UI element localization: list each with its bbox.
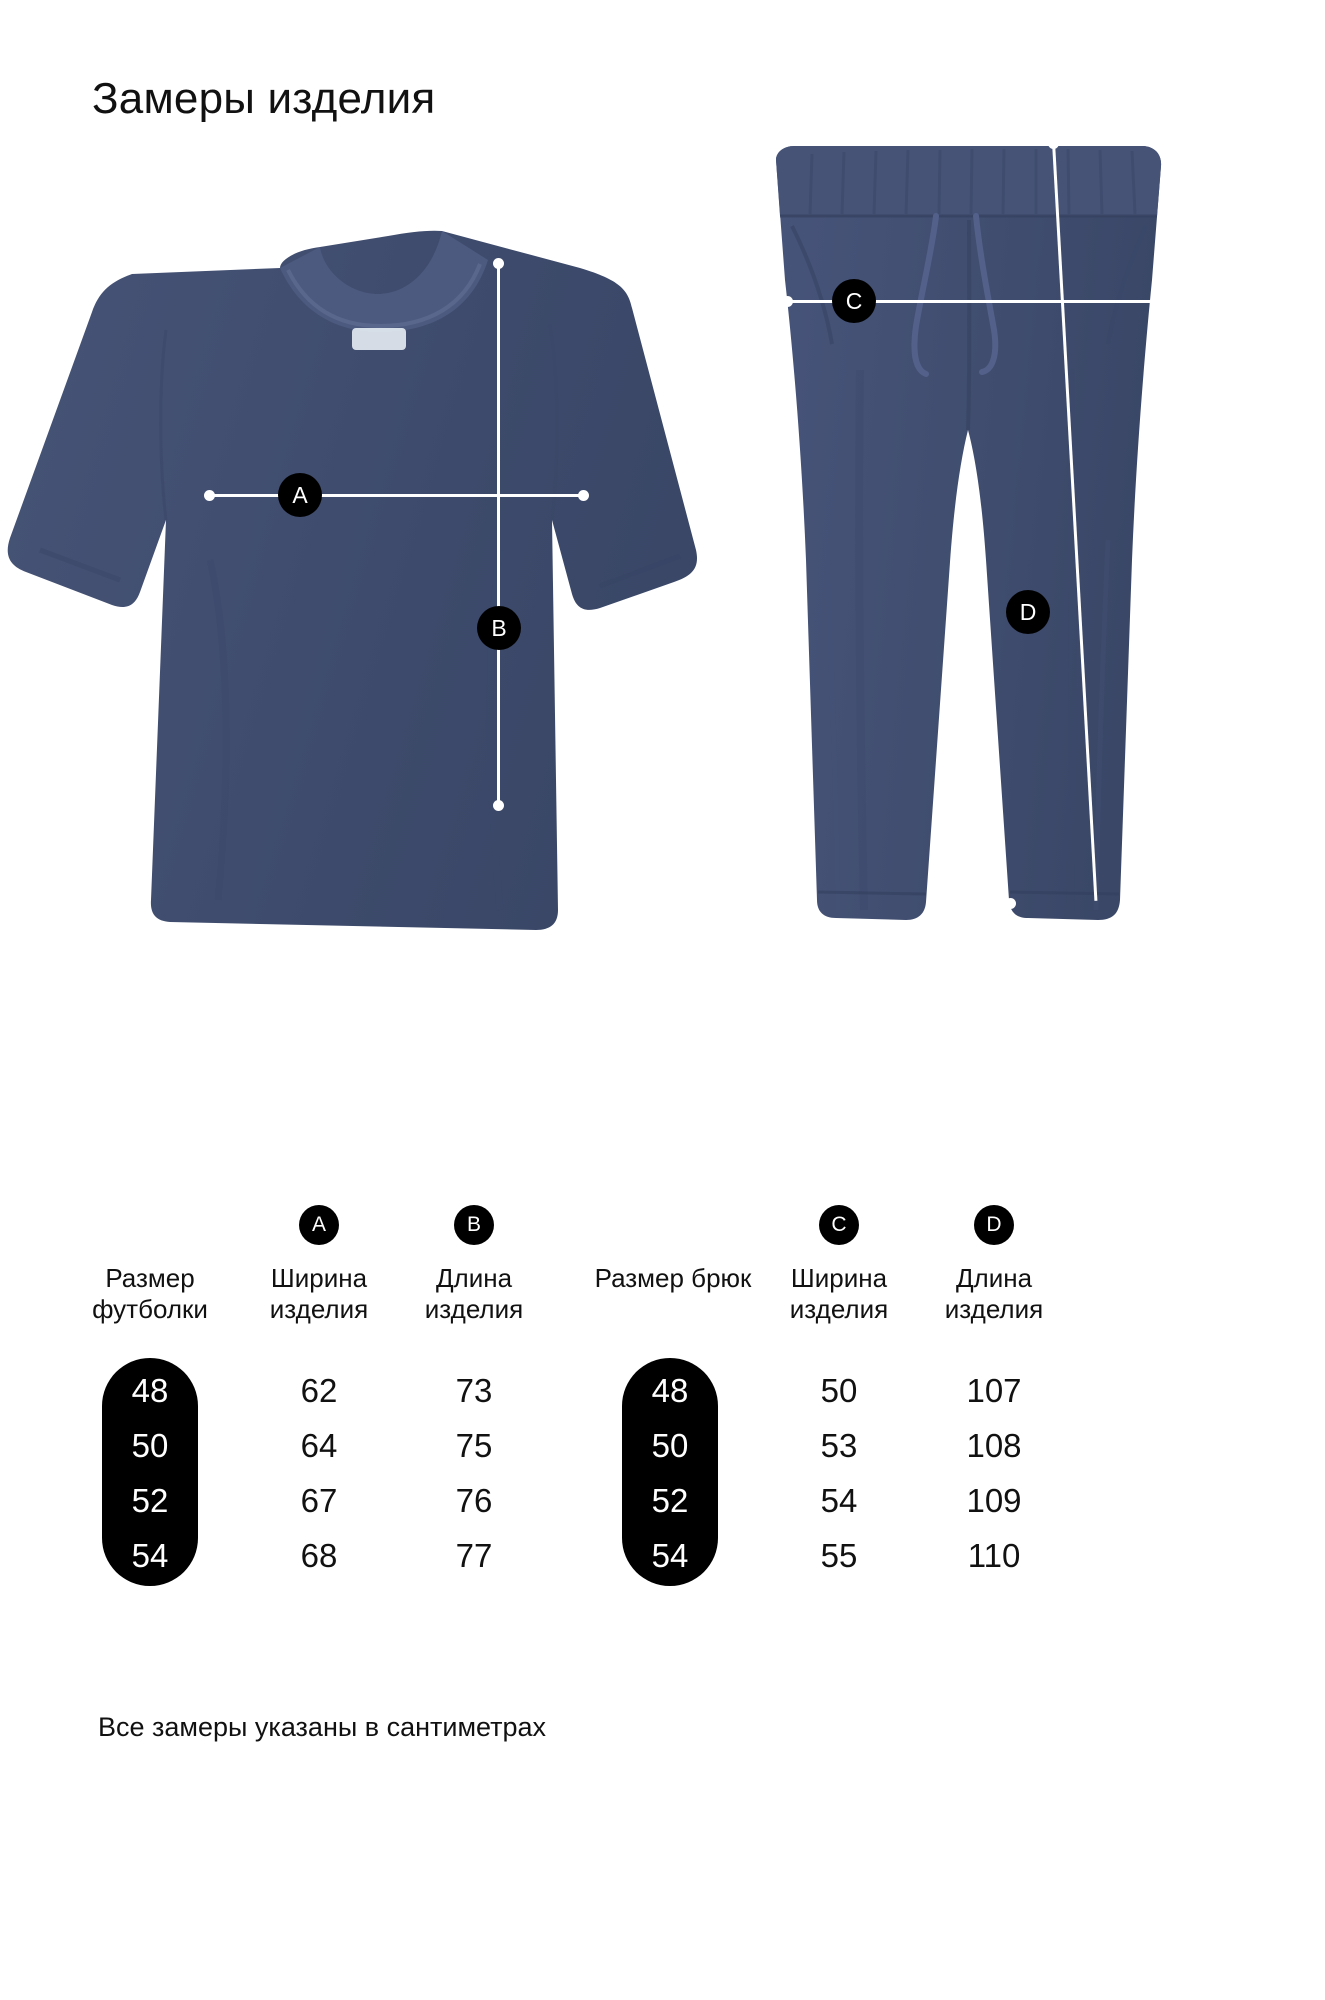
tshirt-length-value: 75 [455,1427,493,1464]
col-head-tshirt-length [399,1263,549,1325]
measure-dot-b-top [493,258,504,269]
tshirt-width-value: 62 [300,1372,338,1409]
measure-line-b [497,262,500,807]
garment-illustrations [0,120,1325,1180]
table-badge-a: A [299,1205,339,1245]
col-head-pants-size-text: Размер брюк [594,1263,752,1293]
col-head-tshirt-width-text: Ширина изделия [269,1263,369,1324]
footnote: Все замеры указаны в сантиметрах [98,1712,547,1742]
col-head-tshirt-size [60,1263,240,1325]
tshirt-width-value: 68 [300,1537,338,1574]
tshirt-size-value: 54 [131,1537,169,1574]
pants-length-value: 109 [966,1482,1022,1519]
tshirt-width-value: 64 [300,1427,338,1464]
col-head-tshirt-length-text: Длина изделия [424,1263,524,1324]
measure-line-a [208,494,588,497]
col-head-pants-length-text: Длина изделия [944,1263,1044,1324]
col-head-pants-size [588,1263,758,1294]
marker-a: A [278,473,322,517]
pants-length-value: 107 [966,1372,1022,1409]
pants-width-value: 53 [820,1427,858,1464]
pants-size-value: 54 [651,1537,689,1574]
table-badge-c: C [819,1205,859,1245]
pants-width-value: 50 [820,1372,858,1409]
tshirt-length-value: 77 [455,1537,493,1574]
pants-size-value: 52 [651,1482,689,1519]
pants-icon [740,130,1200,940]
tshirt-size-value: 52 [131,1482,169,1519]
col-head-pants-width [754,1263,924,1325]
col-head-pants-width-text: Ширина изделия [789,1263,889,1324]
marker-b: B [477,606,521,650]
tshirt-width-value: 67 [300,1482,338,1519]
measure-dot-c-right [1158,296,1169,307]
measure-dot-a-right [578,490,589,501]
col-head-tshirt-size-text: Размер футболки [92,1263,208,1324]
marker-c: C [832,279,876,323]
table-badge-b: B [454,1205,494,1245]
measure-dot-d-bottom [1005,898,1016,909]
measure-dot-d-top [1048,138,1059,149]
tshirt-length-value: 76 [455,1482,493,1519]
pants-size-value: 50 [651,1427,689,1464]
page-title: Замеры изделия [92,74,436,123]
table-badge-d: D [974,1205,1014,1245]
measure-dot-a-left [204,490,215,501]
col-head-tshirt-width [234,1263,404,1325]
pants-size-value: 48 [651,1372,689,1409]
pants-length-value: 108 [966,1427,1022,1464]
tshirt-icon [0,220,760,1040]
marker-d: D [1006,590,1050,634]
tshirt-size-value: 50 [131,1427,169,1464]
measure-dot-b-bottom [493,800,504,811]
table-header-badges [0,1205,1325,1255]
pants-length-value: 110 [967,1537,1021,1574]
tshirt-size-value: 48 [131,1372,169,1409]
pants-width-value: 54 [820,1482,858,1519]
pants-width-value: 55 [820,1537,858,1574]
col-head-pants-length [919,1263,1069,1325]
measure-dot-c-left [782,296,793,307]
tshirt-length-value: 73 [455,1372,493,1409]
